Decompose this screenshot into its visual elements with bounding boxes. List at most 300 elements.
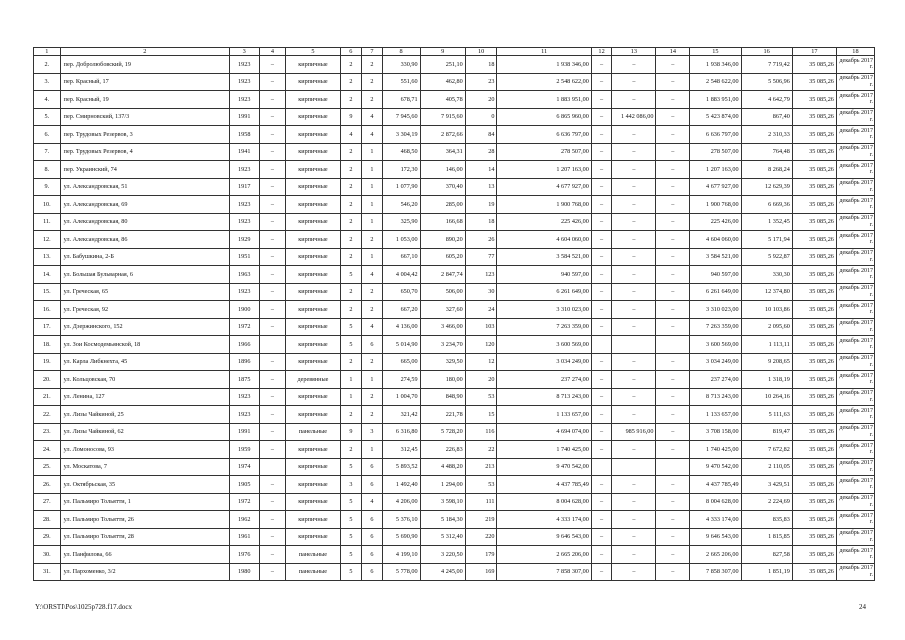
- table-cell: –: [259, 353, 286, 371]
- table-cell: декабрь 2017 г.: [836, 528, 874, 546]
- table-cell: –: [656, 56, 690, 74]
- table-cell: 9.: [34, 178, 61, 196]
- table-cell: –: [656, 126, 690, 144]
- table-cell: 667,20: [382, 301, 420, 319]
- table-cell: 2: [340, 73, 362, 91]
- table-cell: 179: [465, 546, 497, 564]
- table-cell: 1 851,19: [741, 563, 792, 581]
- table-cell: –: [259, 108, 286, 126]
- table-cell: 3 584 521,00: [497, 248, 591, 266]
- table-cell: –: [656, 91, 690, 109]
- table-cell: 3 584 521,00: [690, 248, 741, 266]
- table-cell: 103: [465, 318, 497, 336]
- table-cell: 1923: [229, 196, 259, 214]
- table-cell: 2: [362, 283, 383, 301]
- table-cell: –: [656, 493, 690, 511]
- table-cell: 4 604 060,00: [690, 231, 741, 249]
- table-cell: 1 900 768,00: [497, 196, 591, 214]
- table-cell: 35 085,26: [792, 231, 836, 249]
- table-cell: 2: [340, 161, 362, 179]
- table-cell: декабрь 2017 г.: [836, 318, 874, 336]
- table-cell: –: [612, 178, 656, 196]
- table-cell: 370,40: [420, 178, 465, 196]
- table-cell: –: [656, 528, 690, 546]
- table-cell: ул. Бабушкина, 2-Б: [60, 248, 229, 266]
- table-cell: 678,71: [382, 91, 420, 109]
- table-cell: ул. Зои Космодемьянской, 18: [60, 336, 229, 354]
- table-cell: 26: [465, 231, 497, 249]
- table-cell: 18: [465, 56, 497, 74]
- table-cell: 506,00: [420, 283, 465, 301]
- table-cell: 1 352,45: [741, 213, 792, 231]
- table-cell: –: [656, 563, 690, 581]
- table-cell: 4 245,00: [420, 563, 465, 581]
- table-cell: 1923: [229, 161, 259, 179]
- table-cell: 2: [340, 353, 362, 371]
- table-row: [34, 248, 875, 266]
- table-cell: 2: [362, 406, 383, 424]
- table-cell: 867,40: [741, 108, 792, 126]
- table-cell: 5 184,30: [420, 511, 465, 529]
- table-cell: 53: [465, 476, 497, 494]
- table-cell: 5 922,87: [741, 248, 792, 266]
- table-cell: 325,90: [382, 213, 420, 231]
- table-cell: 1 442 086,00: [612, 108, 656, 126]
- table-cell: 2: [340, 248, 362, 266]
- table-cell: 3 034 249,00: [690, 353, 741, 371]
- table-cell: –: [656, 388, 690, 406]
- table-cell: 35 085,26: [792, 563, 836, 581]
- table-cell: ул. Лизы Чайкиной, 25: [60, 406, 229, 424]
- table-cell: 1 740 425,00: [690, 441, 741, 459]
- table-cell: ул. Карла Либкнехта, 45: [60, 353, 229, 371]
- table-cell: 12.: [34, 231, 61, 249]
- table-cell: 35 085,26: [792, 161, 836, 179]
- table-cell: 8 004 628,00: [690, 493, 741, 511]
- table-cell: –: [591, 231, 612, 249]
- table-cell: 1: [362, 213, 383, 231]
- table-cell: 4 677 927,00: [690, 178, 741, 196]
- table-cell: 14: [465, 161, 497, 179]
- table-cell: 20: [465, 91, 497, 109]
- table-row: [34, 423, 875, 441]
- table-cell: 2: [340, 91, 362, 109]
- table-cell: 2: [362, 231, 383, 249]
- table-cell: 2: [340, 56, 362, 74]
- table-cell: –: [656, 283, 690, 301]
- table-cell: –: [259, 248, 286, 266]
- table-cell: 9 208,65: [741, 353, 792, 371]
- table-cell: 3 600 569,00: [690, 336, 741, 354]
- table-cell: 1 113,11: [741, 336, 792, 354]
- table-cell: 123: [465, 266, 497, 284]
- table-cell: 4.: [34, 91, 61, 109]
- table-cell: 2: [340, 143, 362, 161]
- table-cell: 17.: [34, 318, 61, 336]
- table-cell: 1 883 951,00: [497, 91, 591, 109]
- table-row: [34, 511, 875, 529]
- table-cell: –: [591, 476, 612, 494]
- table-cell: 4 437 785,49: [497, 476, 591, 494]
- table-cell: –: [591, 248, 612, 266]
- table-cell: 3.: [34, 73, 61, 91]
- table-cell: 35 085,26: [792, 336, 836, 354]
- table-cell: 1923: [229, 91, 259, 109]
- table-cell: 35 085,26: [792, 178, 836, 196]
- column-number: 16: [741, 48, 792, 56]
- table-row: [34, 493, 875, 511]
- table-cell: –: [259, 301, 286, 319]
- table-cell: –: [612, 56, 656, 74]
- table-cell: 1972: [229, 493, 259, 511]
- table-cell: –: [612, 406, 656, 424]
- table-cell: 220: [465, 528, 497, 546]
- table-cell: 10.: [34, 196, 61, 214]
- table-cell: 1: [340, 388, 362, 406]
- table-cell: 4 488,20: [420, 458, 465, 476]
- table-cell: 23.: [34, 423, 61, 441]
- table-row: [34, 196, 875, 214]
- table-cell: 24.: [34, 441, 61, 459]
- table-cell: 1963: [229, 266, 259, 284]
- table-cell: кирпичные: [286, 73, 340, 91]
- table-cell: 16.: [34, 301, 61, 319]
- table-cell: 4 642,79: [741, 91, 792, 109]
- column-number: 12: [591, 48, 612, 56]
- table-cell: –: [612, 371, 656, 389]
- table-cell: 12: [465, 353, 497, 371]
- table-cell: –: [612, 231, 656, 249]
- table-cell: 1929: [229, 231, 259, 249]
- table-cell: 3 600 569,00: [497, 336, 591, 354]
- table-cell: –: [656, 231, 690, 249]
- table-cell: 551,60: [382, 73, 420, 91]
- table-cell: кирпичные: [286, 318, 340, 336]
- table-cell: –: [259, 476, 286, 494]
- table-cell: 278 507,00: [690, 143, 741, 161]
- table-cell: –: [591, 196, 612, 214]
- table-cell: –: [591, 493, 612, 511]
- table-cell: 605,20: [420, 248, 465, 266]
- table-cell: 225 426,00: [497, 213, 591, 231]
- table-cell: 985 916,00: [612, 423, 656, 441]
- table-cell: –: [591, 546, 612, 564]
- table-cell: 2: [340, 213, 362, 231]
- table-cell: 12 629,39: [741, 178, 792, 196]
- table-cell: 3 429,51: [741, 476, 792, 494]
- table-cell: 35 085,26: [792, 248, 836, 266]
- table-cell: 1976: [229, 546, 259, 564]
- table-cell: –: [259, 143, 286, 161]
- table-cell: декабрь 2017 г.: [836, 196, 874, 214]
- table-cell: 330,30: [741, 266, 792, 284]
- table-cell: ул. Греческая, 92: [60, 301, 229, 319]
- table-row: [34, 476, 875, 494]
- table-cell: 7 945,60: [382, 108, 420, 126]
- table-cell: –: [656, 213, 690, 231]
- table-cell: 1980: [229, 563, 259, 581]
- table-cell: 5 376,10: [382, 511, 420, 529]
- table-cell: 35 085,26: [792, 493, 836, 511]
- table-cell: пер. Трудовых Резервов, 3: [60, 126, 229, 144]
- table-cell: 405,78: [420, 91, 465, 109]
- table-cell: –: [612, 91, 656, 109]
- table-cell: –: [259, 546, 286, 564]
- table-cell: –: [612, 493, 656, 511]
- table-cell: 9 646 543,00: [690, 528, 741, 546]
- table-cell: 22.: [34, 406, 61, 424]
- table-cell: 546,20: [382, 196, 420, 214]
- table-cell: –: [591, 563, 612, 581]
- table-cell: 27.: [34, 493, 61, 511]
- table-cell: кирпичные: [286, 56, 340, 74]
- table-cell: 890,20: [420, 231, 465, 249]
- table-cell: 226,83: [420, 441, 465, 459]
- table-cell: 9: [340, 423, 362, 441]
- table-cell: 5: [340, 563, 362, 581]
- table-cell: –: [656, 441, 690, 459]
- table-cell: –: [612, 301, 656, 319]
- column-number: 9: [420, 48, 465, 56]
- table-cell: 2 110,05: [741, 458, 792, 476]
- table-cell: –: [612, 476, 656, 494]
- table-cell: 1 938 346,00: [497, 56, 591, 74]
- table-cell: 940 597,00: [690, 266, 741, 284]
- table-cell: –: [591, 528, 612, 546]
- table-row: [34, 73, 875, 91]
- table-cell: –: [612, 248, 656, 266]
- table-cell: 2: [340, 196, 362, 214]
- table-cell: 22: [465, 441, 497, 459]
- table-cell: 35 085,26: [792, 441, 836, 459]
- table-cell: 7.: [34, 143, 61, 161]
- table-cell: ул. Александровская, 51: [60, 178, 229, 196]
- table-cell: 5 423 874,00: [690, 108, 741, 126]
- table-cell: декабрь 2017 г.: [836, 493, 874, 511]
- table-cell: 1 004,70: [382, 388, 420, 406]
- table-cell: кирпичные: [286, 161, 340, 179]
- table-cell: декабрь 2017 г.: [836, 406, 874, 424]
- table-cell: 1 077,90: [382, 178, 420, 196]
- table-cell: 5 506,96: [741, 73, 792, 91]
- table-cell: 5: [340, 318, 362, 336]
- table-cell: 1923: [229, 283, 259, 301]
- table-cell: 1: [340, 371, 362, 389]
- table-cell: 274,59: [382, 371, 420, 389]
- table-cell: 2 872,66: [420, 126, 465, 144]
- table-cell: 221,78: [420, 406, 465, 424]
- table-cell: 23: [465, 73, 497, 91]
- table-cell: –: [612, 283, 656, 301]
- table-cell: ул. Октябрьская, 35: [60, 476, 229, 494]
- table-cell: –: [591, 283, 612, 301]
- table-cell: ул. Пальмиро Тольятти, 26: [60, 511, 229, 529]
- table-cell: 5: [340, 546, 362, 564]
- table-cell: панельные: [286, 546, 340, 564]
- table-cell: –: [612, 546, 656, 564]
- table-cell: [259, 458, 286, 476]
- table-cell: декабрь 2017 г.: [836, 161, 874, 179]
- table-cell: 120: [465, 336, 497, 354]
- table-cell: кирпичные: [286, 458, 340, 476]
- table-cell: 764,48: [741, 143, 792, 161]
- table-cell: 19.: [34, 353, 61, 371]
- table-cell: –: [656, 406, 690, 424]
- table-row: [34, 266, 875, 284]
- table-cell: –: [591, 91, 612, 109]
- table-cell: 1923: [229, 406, 259, 424]
- table-cell: 166,68: [420, 213, 465, 231]
- table-cell: [259, 336, 286, 354]
- table-cell: 35 085,26: [792, 458, 836, 476]
- table-cell: 819,47: [741, 423, 792, 441]
- file-path-footer: Y:\ORSTI\Pos\1025p728.f17.docx: [35, 603, 132, 611]
- table-cell: –: [259, 231, 286, 249]
- table-cell: 219: [465, 511, 497, 529]
- table-cell: 19: [465, 196, 497, 214]
- table-cell: ул. Большая Бульварная, 6: [60, 266, 229, 284]
- table-cell: ул. Пальмиро Тольятти, 28: [60, 528, 229, 546]
- table-cell: 35 085,26: [792, 546, 836, 564]
- table-cell: ул. Александровская, 86: [60, 231, 229, 249]
- table-cell: декабрь 2017 г.: [836, 143, 874, 161]
- table-cell: 1: [362, 178, 383, 196]
- table-cell: 35 085,26: [792, 353, 836, 371]
- table-cell: кирпичные: [286, 406, 340, 424]
- table-row: [34, 56, 875, 74]
- table-cell: 35 085,26: [792, 283, 836, 301]
- table-cell: 5 893,52: [382, 458, 420, 476]
- table-cell: –: [612, 73, 656, 91]
- table-cell: 8 713 243,00: [497, 388, 591, 406]
- table-cell: 18.: [34, 336, 61, 354]
- table-cell: 1951: [229, 248, 259, 266]
- table-row: [34, 353, 875, 371]
- table-cell: пер. Трудовых Резервов, 4: [60, 143, 229, 161]
- table-cell: –: [656, 318, 690, 336]
- table-cell: 2: [362, 388, 383, 406]
- table-cell: 4: [362, 493, 383, 511]
- table-cell: 1: [362, 248, 383, 266]
- table-cell: кирпичные: [286, 178, 340, 196]
- table-cell: декабрь 2017 г.: [836, 108, 874, 126]
- table-cell: [612, 458, 656, 476]
- table-cell: –: [259, 178, 286, 196]
- table-cell: 312,45: [382, 441, 420, 459]
- table-cell: –: [612, 213, 656, 231]
- table-cell: 7 719,42: [741, 56, 792, 74]
- table-cell: 6: [362, 458, 383, 476]
- table-cell: 1: [362, 196, 383, 214]
- table-cell: –: [656, 353, 690, 371]
- table-cell: 1 815,85: [741, 528, 792, 546]
- table-cell: 111: [465, 493, 497, 511]
- table-row: [34, 283, 875, 301]
- table-cell: –: [656, 143, 690, 161]
- table-cell: ул. Панфилова, 66: [60, 546, 229, 564]
- table-cell: –: [612, 441, 656, 459]
- table-cell: –: [591, 73, 612, 91]
- table-cell: 53: [465, 388, 497, 406]
- table-cell: 35 085,26: [792, 528, 836, 546]
- table-cell: 5: [340, 493, 362, 511]
- table-cell: –: [656, 371, 690, 389]
- table-cell: 5 171,94: [741, 231, 792, 249]
- table-cell: 329,50: [420, 353, 465, 371]
- table-cell: панельные: [286, 423, 340, 441]
- table-cell: 5.: [34, 108, 61, 126]
- table-cell: 169: [465, 563, 497, 581]
- table-cell: кирпичные: [286, 213, 340, 231]
- table-cell: –: [656, 476, 690, 494]
- column-number: 11: [497, 48, 591, 56]
- column-number: 3: [229, 48, 259, 56]
- table-cell: панельные: [286, 563, 340, 581]
- table-cell: 2 310,33: [741, 126, 792, 144]
- table-cell: 35 085,26: [792, 126, 836, 144]
- table-cell: 5 690,90: [382, 528, 420, 546]
- table-cell: 1: [362, 371, 383, 389]
- table-cell: кирпичные: [286, 108, 340, 126]
- table-cell: декабрь 2017 г.: [836, 441, 874, 459]
- table-cell: деревянные: [286, 371, 340, 389]
- table-cell: –: [612, 528, 656, 546]
- table-cell: –: [591, 388, 612, 406]
- table-cell: 1 207 163,00: [497, 161, 591, 179]
- table-row: [34, 546, 875, 564]
- table-cell: 5 312,40: [420, 528, 465, 546]
- table-cell: 2: [362, 91, 383, 109]
- column-number: 8: [382, 48, 420, 56]
- table-row: [34, 231, 875, 249]
- table-cell: 1917: [229, 178, 259, 196]
- table-cell: 172,30: [382, 161, 420, 179]
- table-cell: 4 206,00: [382, 493, 420, 511]
- table-cell: ул. Александровская, 69: [60, 196, 229, 214]
- table-cell: 31.: [34, 563, 61, 581]
- table-cell: 1 883 951,00: [690, 91, 741, 109]
- table-cell: 237 274,00: [497, 371, 591, 389]
- table-cell: –: [656, 266, 690, 284]
- table-cell: 1961: [229, 528, 259, 546]
- table-cell: –: [656, 546, 690, 564]
- table-cell: 2: [362, 301, 383, 319]
- table-cell: 364,31: [420, 143, 465, 161]
- table-cell: 4: [362, 108, 383, 126]
- table-cell: 2: [340, 406, 362, 424]
- table-cell: ул. Кольцовская, 70: [60, 371, 229, 389]
- column-number: 6: [340, 48, 362, 56]
- table-cell: 4 199,10: [382, 546, 420, 564]
- table-cell: декабрь 2017 г.: [836, 353, 874, 371]
- table-cell: 21.: [34, 388, 61, 406]
- table-cell: 330,90: [382, 56, 420, 74]
- table-cell: кирпичные: [286, 126, 340, 144]
- table-cell: 6 636 797,00: [497, 126, 591, 144]
- table-cell: 180,00: [420, 371, 465, 389]
- table-cell: 2 847,74: [420, 266, 465, 284]
- table-cell: 84: [465, 126, 497, 144]
- table-cell: декабрь 2017 г.: [836, 388, 874, 406]
- table-cell: кирпичные: [286, 266, 340, 284]
- table-cell: 2: [340, 301, 362, 319]
- table-cell: 327,60: [420, 301, 465, 319]
- table-cell: кирпичные: [286, 511, 340, 529]
- table-cell: 4: [340, 126, 362, 144]
- table-cell: кирпичные: [286, 388, 340, 406]
- table-cell: 4 437 785,49: [690, 476, 741, 494]
- table-cell: 4: [362, 126, 383, 144]
